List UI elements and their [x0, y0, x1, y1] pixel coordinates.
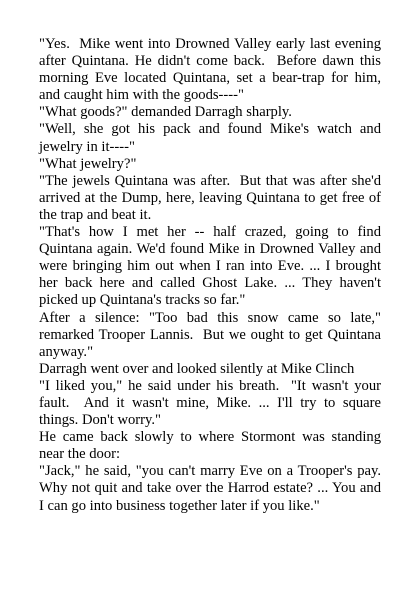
paragraph: "Jack," he said, "you can't marry Eve on a Trooper's pay. Why not quit and take over the Harrod estate? ... You and I can go into business together later if you like.": [39, 463, 389, 514]
paragraph: "Yes. Mike went into Drowned Valley early last evening after Quintana. He didn't come back. Before dawn this morning Eve located Quintana, set a bear-trap for him, and caught him with the goods----": [39, 36, 389, 104]
paragraph: After a silence: "Too bad this snow came so late," remarked Trooper Lannis. But we ought to get Quintana anyway.": [39, 309, 385, 360]
page-text: [39, 36, 389, 515]
paragraph: "What goods?" demanded Darragh sharply.: [39, 104, 292, 121]
paragraph: "I liked you," he said under his breath. "It wasn't your fault. And it wasn't mine, Mike. ... I'll try to square things. Don't worry.": [39, 377, 385, 429]
paragraph: "What jewelry?": [39, 155, 137, 172]
paragraph: "Well, she got his pack and found Mike's watch and jewelry in it----": [39, 121, 385, 155]
paragraph: He came back slowly to where Stormont was standing near the door:: [39, 429, 385, 463]
paragraph: "That's how I met her -- half crazed, going to find Quintana again. We'd found Mike in Drowned Valley and were bringing him out when I ran into Eve. ... I brought her back here and called Ghost Lake. ... They haven't picked up Quintana's tracks so far.": [39, 224, 385, 309]
paragraph: Darragh went over and looked silently at Mike Clinch: [39, 360, 355, 377]
paragraph: "The jewels Quintana was after. But that was after she'd arrived at the Dump, here, leaving Quintana to get free of the trap and beat it.: [39, 172, 385, 223]
